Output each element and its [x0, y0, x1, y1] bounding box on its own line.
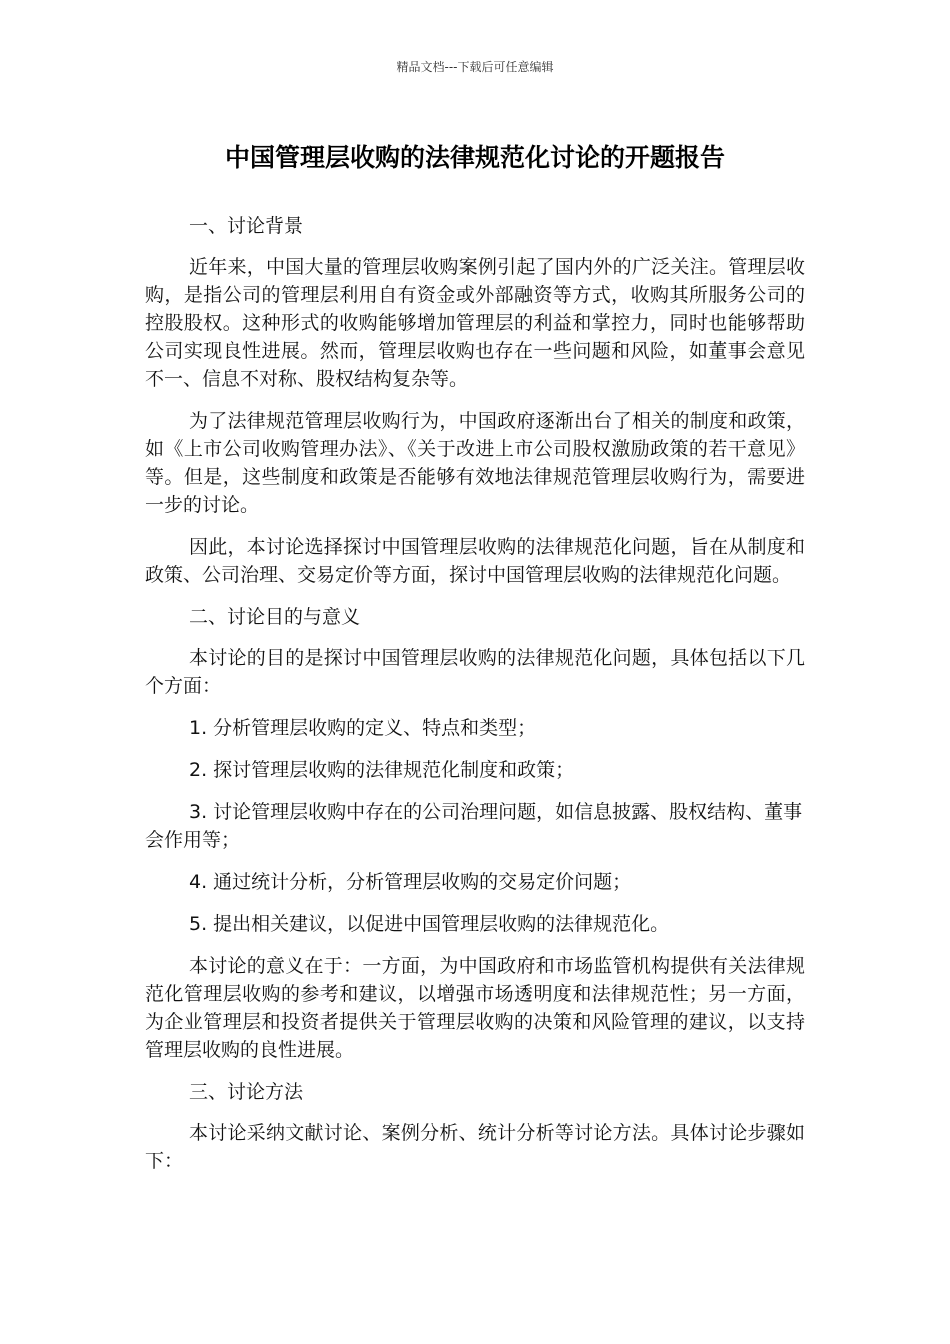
list-item: 4. 通过统计分析，分析管理层收购的交易定价问题；	[189, 871, 632, 893]
list-item: 3. 讨论管理层收购中存在的公司治理问题，如信息披露、股权结构、董事会作用等；	[145, 801, 803, 851]
document-body	[145, 212, 805, 1189]
list-item: 2. 探讨管理层收购的法律规范化制度和政策；	[189, 759, 575, 781]
section-heading-background: 一、讨论背景	[189, 215, 304, 237]
paragraph: 本讨论的意义在于：一方面，为中国政府和市场监管机构提供有关法律规范化管理层收购的参考和建议，以增强市场透明度和法律规范性；另一方面，为企业管理层和投资者提供关于管理层收购的决策和风险管理的建议，以支持管理层收购的良性进展。	[145, 955, 805, 1061]
paragraph: 因此，本讨论选择探讨中国管理层收购的法律规范化问题，旨在从制度和政策、公司治理、交易定价等方面，探讨中国管理层收购的法律规范化问题。	[145, 536, 805, 586]
document-title: 中国管理层收购的法律规范化讨论的开题报告	[224, 143, 725, 172]
paragraph: 本讨论采纳文献讨论、案例分析、统计分析等讨论方法。具体讨论步骤如下：	[145, 1122, 805, 1172]
section-heading-purpose: 二、讨论目的与意义	[189, 606, 361, 628]
list-item: 1. 分析管理层收购的定义、特点和类型；	[189, 717, 537, 739]
paragraph: 近年来，中国大量的管理层收购案例引起了国内外的广泛关注。管理层收购，是指公司的管理层利用自有资金或外部融资等方式，收购其所服务公司的控股股权。这种形式的收购能够增加管理层的利益和掌控力，同时也能够帮助公司实现良性进展。然而，管理层收购也存在一些问题和风险，如董事会意见不一、信息不对称、股权结构复杂等。	[145, 256, 805, 390]
header-note: 精品文档---下载后可任意编辑	[396, 60, 554, 74]
section-heading-method: 三、讨论方法	[189, 1081, 304, 1103]
paragraph: 本讨论的目的是探讨中国管理层收购的法律规范化问题，具体包括以下几个方面：	[145, 647, 805, 697]
paragraph: 为了法律规范管理层收购行为，中国政府逐渐出台了相关的制度和政策，如《上市公司收购管理办法》、《关于改进上市公司股权激励政策的若干意见》等。但是，这些制度和政策是否能够有效地法律规范管理层收购行为，需要进一步的讨论。	[145, 410, 805, 516]
list-item: 5. 提出相关建议，以促进中国管理层收购的法律规范化。	[189, 913, 670, 935]
